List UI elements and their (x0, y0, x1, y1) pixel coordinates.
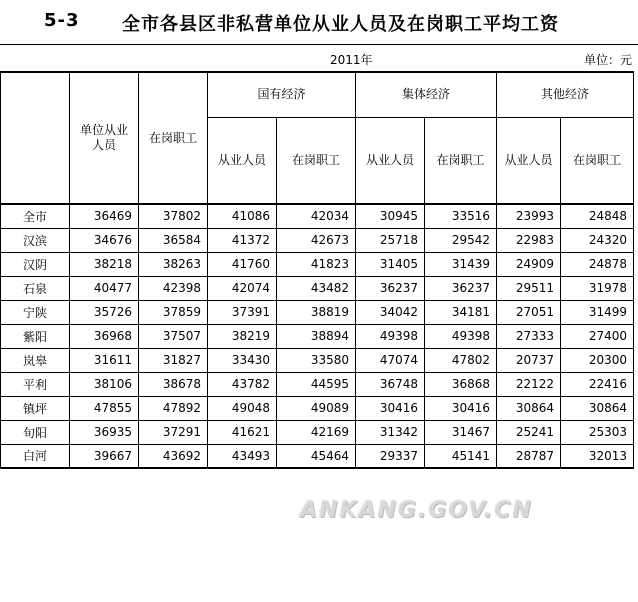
value-cell: 45464 (277, 444, 356, 468)
value-cell: 38894 (277, 324, 356, 348)
value-cell: 30416 (356, 396, 425, 420)
value-cell: 33430 (208, 348, 277, 372)
row-name: 宁陕 (1, 300, 70, 324)
value-cell: 42034 (277, 204, 356, 228)
value-cell: 36584 (139, 228, 208, 252)
value-cell: 38263 (139, 252, 208, 276)
table-row (1, 228, 634, 252)
header-group-state: 国有经济 (208, 72, 356, 117)
value-cell: 47074 (356, 348, 425, 372)
table-row (1, 348, 634, 372)
page-title (0, 10, 638, 36)
value-cell: 41823 (277, 252, 356, 276)
value-cell: 42169 (277, 420, 356, 444)
value-cell: 36237 (356, 276, 425, 300)
corner-cell (1, 72, 70, 204)
value-cell: 31342 (356, 420, 425, 444)
header-unit-employees-label: 单位从业人员 (80, 123, 129, 152)
value-cell: 49048 (208, 396, 277, 420)
row-name: 紫阳 (1, 324, 70, 348)
value-cell: 47802 (425, 348, 497, 372)
table-title: 全市各县区非私营单位从业人员及在岗职工平均工资 (122, 14, 559, 35)
value-cell: 31611 (70, 348, 139, 372)
table-row (1, 252, 634, 276)
value-cell: 37859 (139, 300, 208, 324)
value-cell: 31467 (425, 420, 497, 444)
value-cell: 35726 (70, 300, 139, 324)
value-cell: 27051 (497, 300, 561, 324)
value-cell: 20737 (497, 348, 561, 372)
value-cell: 37802 (139, 204, 208, 228)
table-row (1, 300, 634, 324)
value-cell: 34181 (425, 300, 497, 324)
row-name: 旬阳 (1, 420, 70, 444)
header-state-employees: 从业人员 (208, 117, 277, 204)
header-onpost-staff: 在岗职工 (139, 72, 208, 204)
value-cell: 38678 (139, 372, 208, 396)
value-cell: 43692 (139, 444, 208, 468)
value-cell: 24320 (561, 228, 634, 252)
table-row (1, 276, 634, 300)
value-cell: 30945 (356, 204, 425, 228)
value-cell: 27400 (561, 324, 634, 348)
value-cell: 43782 (208, 372, 277, 396)
value-cell: 41621 (208, 420, 277, 444)
value-cell: 24909 (497, 252, 561, 276)
row-name: 汉滨 (1, 228, 70, 252)
header-collective-onpost: 在岗职工 (425, 117, 497, 204)
value-cell: 34676 (70, 228, 139, 252)
value-cell: 42673 (277, 228, 356, 252)
value-cell: 25718 (356, 228, 425, 252)
value-cell: 49398 (356, 324, 425, 348)
value-cell: 38219 (208, 324, 277, 348)
site-watermark: ANKANG.GOV.CN (300, 498, 533, 523)
header-collective-employees: 从业人员 (356, 117, 425, 204)
value-cell: 33516 (425, 204, 497, 228)
value-cell: 49398 (425, 324, 497, 348)
value-cell: 36469 (70, 204, 139, 228)
value-cell: 36935 (70, 420, 139, 444)
value-cell: 27333 (497, 324, 561, 348)
row-name: 岚皋 (1, 348, 70, 372)
value-cell: 40477 (70, 276, 139, 300)
table-row (1, 204, 634, 228)
value-cell: 29511 (497, 276, 561, 300)
value-cell: 41372 (208, 228, 277, 252)
header-group-other: 其他经济 (497, 72, 634, 117)
value-cell: 33580 (277, 348, 356, 372)
value-cell: 37291 (139, 420, 208, 444)
table-row (1, 420, 634, 444)
row-name: 石泉 (1, 276, 70, 300)
value-cell: 31978 (561, 276, 634, 300)
value-cell: 30864 (561, 396, 634, 420)
table-row (1, 444, 634, 468)
value-cell: 29337 (356, 444, 425, 468)
value-cell: 42074 (208, 276, 277, 300)
value-cell: 38106 (70, 372, 139, 396)
value-cell: 22983 (497, 228, 561, 252)
subheader (0, 44, 638, 71)
value-cell: 38819 (277, 300, 356, 324)
value-cell: 36968 (70, 324, 139, 348)
value-cell: 22416 (561, 372, 634, 396)
value-cell: 39667 (70, 444, 139, 468)
table-number: 5-3 (44, 10, 80, 31)
header-state-onpost: 在岗职工 (277, 117, 356, 204)
value-cell: 44595 (277, 372, 356, 396)
value-cell: 42398 (139, 276, 208, 300)
value-cell: 47855 (70, 396, 139, 420)
value-cell: 47892 (139, 396, 208, 420)
value-cell: 20300 (561, 348, 634, 372)
wage-table (0, 71, 634, 469)
row-name: 汉阴 (1, 252, 70, 276)
value-cell: 49089 (277, 396, 356, 420)
value-cell: 31439 (425, 252, 497, 276)
value-cell: 23993 (497, 204, 561, 228)
value-cell: 37507 (139, 324, 208, 348)
table-row (1, 372, 634, 396)
value-cell: 36237 (425, 276, 497, 300)
row-name: 平利 (1, 372, 70, 396)
table-row (1, 396, 634, 420)
value-cell: 34042 (356, 300, 425, 324)
value-cell: 36748 (356, 372, 425, 396)
header-other-onpost: 在岗职工 (561, 117, 634, 204)
header-group-collective: 集体经济 (356, 72, 497, 117)
value-cell: 24848 (561, 204, 634, 228)
unit-label: 单位：元 (583, 53, 632, 67)
row-name: 全市 (1, 204, 70, 228)
year-label: 2011年 (330, 53, 373, 67)
table-row (1, 324, 634, 348)
value-cell: 30416 (425, 396, 497, 420)
value-cell: 41086 (208, 204, 277, 228)
value-cell: 24878 (561, 252, 634, 276)
value-cell: 29542 (425, 228, 497, 252)
row-name: 白河 (1, 444, 70, 468)
value-cell: 32013 (561, 444, 634, 468)
value-cell: 31405 (356, 252, 425, 276)
value-cell: 25241 (497, 420, 561, 444)
value-cell: 25303 (561, 420, 634, 444)
value-cell: 22122 (497, 372, 561, 396)
value-cell: 37391 (208, 300, 277, 324)
value-cell: 38218 (70, 252, 139, 276)
value-cell: 30864 (497, 396, 561, 420)
value-cell: 36868 (425, 372, 497, 396)
value-cell: 31499 (561, 300, 634, 324)
value-cell: 45141 (425, 444, 497, 468)
value-cell: 41760 (208, 252, 277, 276)
header-other-employees: 从业人员 (497, 117, 561, 204)
value-cell: 28787 (497, 444, 561, 468)
row-name: 镇坪 (1, 396, 70, 420)
value-cell: 43493 (208, 444, 277, 468)
value-cell: 31827 (139, 348, 208, 372)
header-unit-employees (70, 72, 139, 204)
value-cell: 43482 (277, 276, 356, 300)
